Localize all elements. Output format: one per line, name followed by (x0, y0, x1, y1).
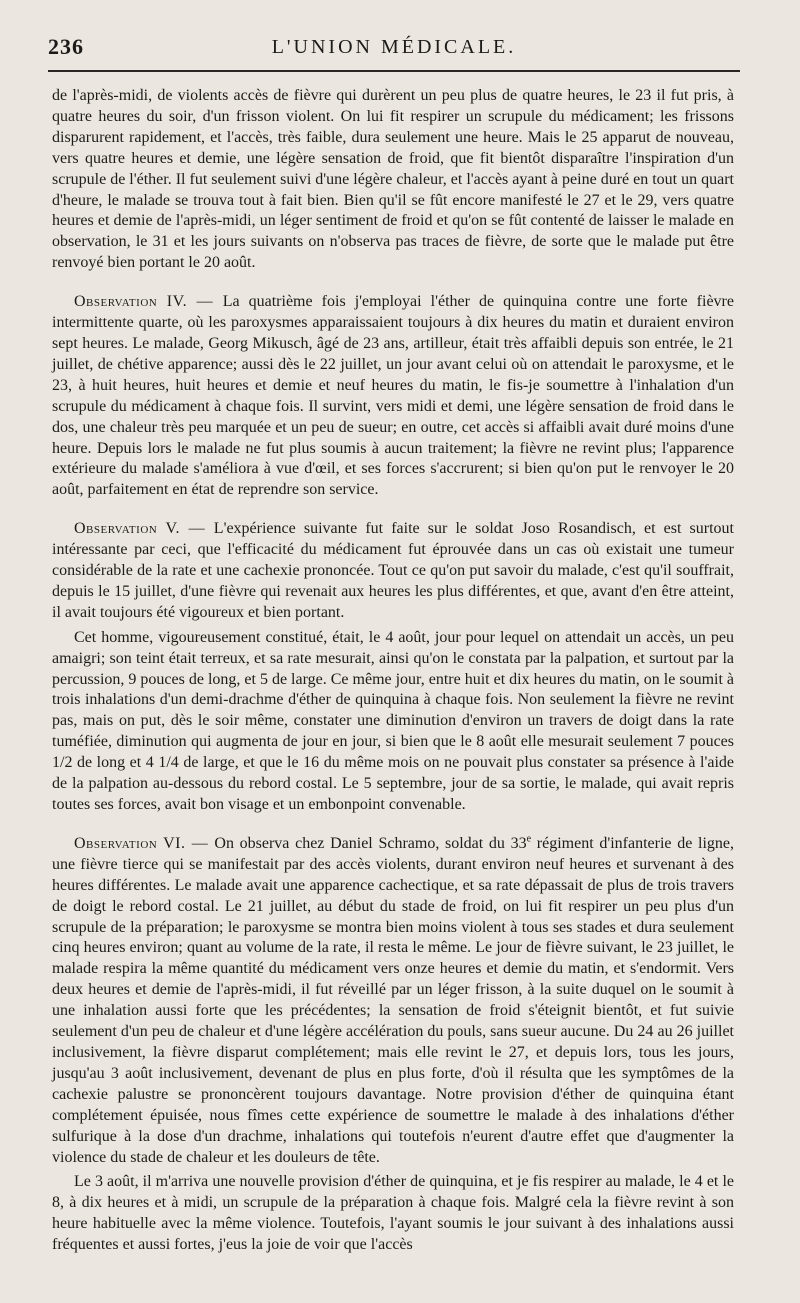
paragraph-text: de l'après-midi, de violents accès de fièvre qui durèrent un peu plus de quatre heures, le 23 il fut pris, à quatre heures du soir, d'un frisson violent. On lui fit respirer un scrupule du médicament; les frissons disparurent rapidement, et l'accès, très faible, dura seulement une heure. Mais le 25 apparut de nouveau, vers quatre heures et demie, une légère sensation de froid, que fit bientôt disparaître l'inspiration d'un scrupule de l'éther. Il fut seulement suivi d'une légère chaleur, et l'accès ayant à peine duré en tout un quart d'heure, le malade se trouva tout à fait bien. Bien qu'il se fût encore manifesté le 27 et le 29, vers quatre heures et demie de l'après-midi, un léger sentiment de froid et qu'on se fût contenté de laisser le malade en observation, le 31 et les jours suivants on n'observa pas traces de fièvre, de sorte que le malade put être renvoyé bien portant le 20 août. (52, 87, 734, 272)
paragraph-continuation (52, 86, 734, 274)
observation-heading: Observation VI. — (74, 834, 215, 852)
paragraph-text: régiment d'infanterie de ligne, une fièvre tierce qui se manifestait par des accès violents, durant environ neuf heures et survenant à des heures différentes. Le malade avait une apparence cachectique, et sa rate dépassait de plus de trois travers de doigt le rebord costal. Le 21 juillet, au début du stade de froid, on lui fit respirer un peu plus d'un scrupule de la préparation; le paroxysme se montra bien moins violent à tous ses stades et dura seulement cinq heures environ; quant au volume de la rate, il resta le même. Le jour de fièvre suivant, le 23 juillet, le malade respira la même quantité du médicament vers onze heures et demie du matin, et s'endormit. Vers deux heures et demie de l'après-midi, il fut réveillé par un léger frisson, à la suite duquel on le soumit à une inhalation aussi forte que les précédentes; la sensation de froid s'éteignit bientôt, et fut suivie seulement d'un peu de chaleur et d'une légère accélération du pouls, sans sueur aucune. Du 24 au 26 juillet inclusivement, la fièvre disparut complétement; mais elle revint le 27, et depuis lors, tous les jours, jusqu'au 3 août inclusivement, devenant de plus en plus forte, d'où il résulta que les symptômes de la cachexie palustre se prononcèrent toujours davantage. Notre provision d'éther de quinquina étant complétement épuisée, nous fîmes cette expérience de soumettre le malade à des inhalations d'éther sulfurique à la dose d'un drachme, inhalations qui toutefois n'eurent d'autre effet que d'augmenter la violence du stade de chaleur et les douleurs de tête. (52, 834, 734, 1166)
paragraph-text: Le 3 août, il m'arriva une nouvelle provision d'éther de quinquina, et je fis respirer au malade, le 4 et le 8, à dix heures et à midi, un scrupule de la préparation à chaque fois. Malgré cela la fièvre revint à son heure habituelle avec la même violence. Toutefois, l'ayant soumis le jour suivant à des inhalations aussi fréquentes et aussi fortes, j'eus la joie de voir que l'accès (52, 1173, 734, 1254)
paragraph-text: L'expérience suivante fut faite sur le soldat Joso Rosandisch, et est surtout intéressante par ceci, que l'efficacité du médicament fut éprouvée dans un cas où existait une tumeur considérable de la rate et une cachexie prononcée. Tout ce qu'on put savoir du malade, c'est qu'il souffrait, depuis le 15 juillet, d'une fièvre qui revenait aux heures les plus différentes, et que, avant d'en être atteint, il avait toujours été vigoureux et bien portant. (52, 520, 734, 621)
ordinal-superscript: e (526, 833, 532, 845)
observation-vi (52, 834, 734, 1169)
observation-vi-continued (52, 1172, 734, 1256)
observation-iv (52, 292, 734, 501)
paragraph-text-lead: On observa chez Daniel Schramo, soldat du 33 (214, 834, 527, 852)
paragraph-text: Cet homme, vigoureusement constitué, était, le 4 août, jour pour lequel on attendait un accès, un peu amaigri; son teint était terreux, et sa rate mesurait, ainsi qu'on le constata par la palpation, et surtout par la percussion, 9 pouces de long, et 5 de large. Ce même jour, entre huit et dix heures du matin, on le soumit à trois inhalations d'un demi-drachme d'éther de quinquina à chaque fois. Non seulement la fièvre ne revint pas, mais on put, dès le soir même, constater une diminution d'environ un travers de doigt dans la rate tuméfiée, diminution qui augmenta de jour en jour, si bien que le 8 août elle mesurait seulement 7 pouces 1/2 de long et 4 1/4 de large, et que le 16 du même mois on ne pouvait plus constater sa présence à l'aide de la palpation au-dessous du rebord costal. Le 5 septembre, jour de sa sortie, le malade, qui avait repris toutes ses forces, avait bon visage et un embonpoint convenable. (52, 628, 735, 813)
page-number: 236 (48, 34, 84, 59)
article-body (52, 86, 734, 1256)
paragraph-text: La quatrième fois j'employai l'éther de quinquina contre une forte fièvre intermittente quarte, où les paroxysmes apparaissaient toujours à dix heures du matin et duraient environ sept heures. Le malade, Georg Mikusch, âgé de 23 ans, artilleur, était très affaibli depuis son entrée, le 21 juillet, de chétive apparence; aussi dès le 22 juillet, un jour avant celui où on attendait le paroxysme, et le 23, à huit heures, huit heures et demie et neuf heures du matin, le fis-je soumettre à l'inhalation d'un scrupule du médicament à chaque fois. Il survint, vers midi et demi, une légère sensation de froid dans le dos, une chaleur très peu marquée et un peu de sueur; en outre, cet accès si affaibli avait duré moins d'une heure. Depuis lors le malade ne fut plus soumis à aucun traitement; la fièvre ne revint plus; l'apparence extérieure du malade s'améliora à vue d'œil, et ses forces s'accrurent; si bien qu'on put le renvoyer le 20 août, parfaitement en état de reprendre son service. (52, 293, 734, 499)
page-header (48, 28, 740, 62)
running-head: L'UNION MÉDICALE. (271, 36, 517, 58)
observation-v (52, 519, 734, 624)
observation-heading: Observation IV. — (74, 293, 223, 311)
observation-v-continued (52, 628, 734, 816)
header-rule (48, 70, 740, 72)
observation-heading: Observation V. — (74, 520, 214, 538)
